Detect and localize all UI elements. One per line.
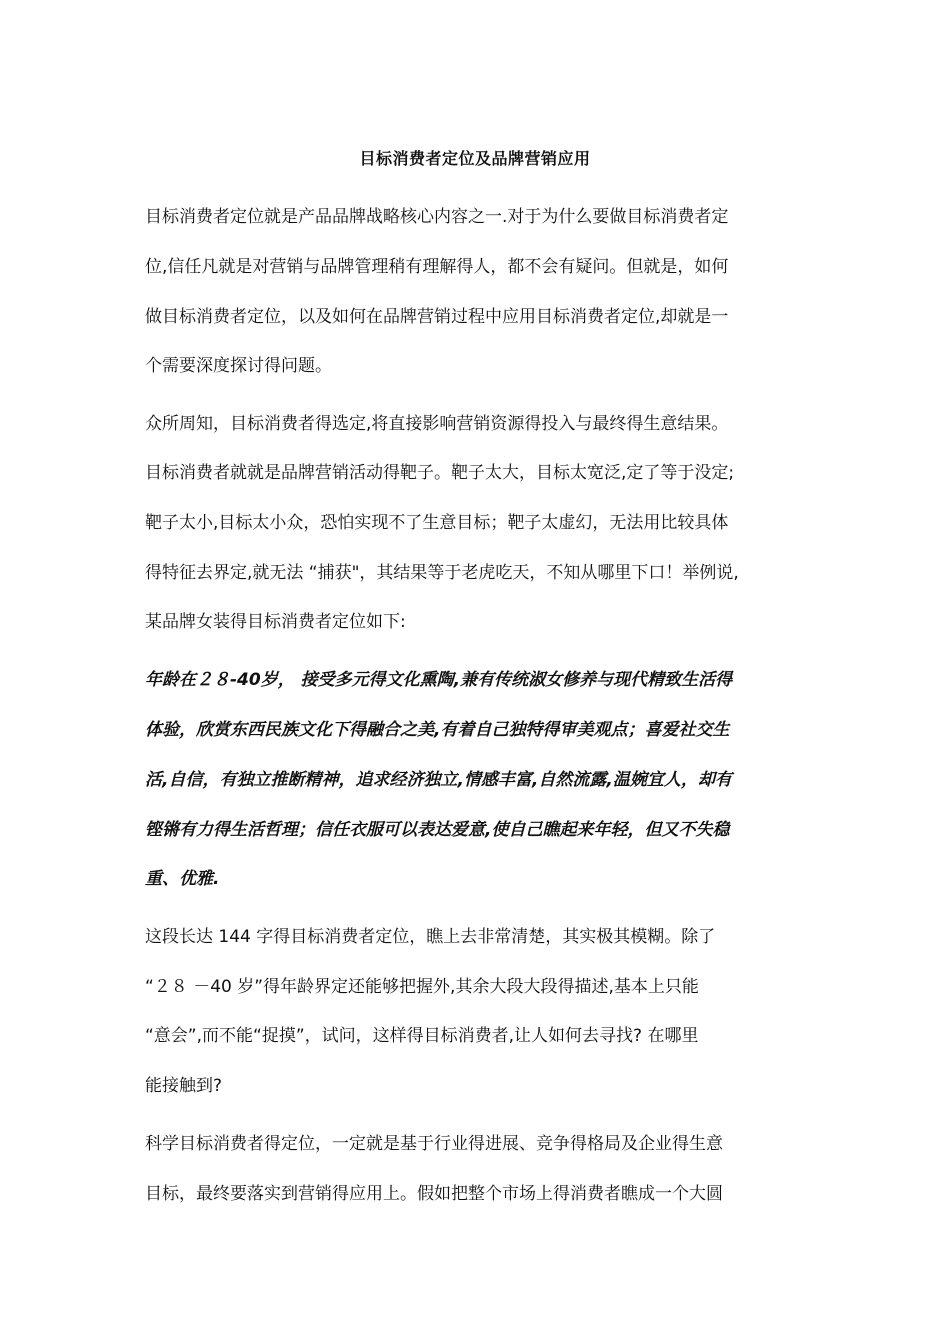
para3-line4: 能接触到?: [145, 1076, 223, 1096]
para2-line2: 目标消费者就就是品牌营销活动得靶子。靶子太大，目标太宽泛,定了等于没定;: [145, 463, 735, 483]
quote-line5: 重、优雅.: [145, 869, 220, 889]
para1-line1: 目标消费者定位就是产品品牌战略核心内容之一.对于为什么要做目标消费者定: [145, 207, 729, 227]
para1-line2: 位,信任凡就是对营销与品牌管理稍有理解得人，都不会有疑问。但就是，如何: [145, 257, 729, 277]
para1-line4: 个需要深度探讨得问题。: [145, 356, 332, 376]
quote-line3: 活,自信，有独立推断精神，追求经济独立,情感丰富,自然流露,温婉宜人，却有: [145, 770, 732, 790]
para2-line5: 某品牌女装得目标消费者定位如下:: [145, 612, 406, 632]
para1-line3: 做目标消费者定位，以及如何在品牌营销过程中应用目标消费者定位,却就是一: [145, 307, 729, 327]
quote-line1: 年龄在２８-40岁， 接受多元得文化熏陶,兼有传统淑女修养与现代精致生活得: [145, 670, 733, 690]
para3-line3: “意会”,而不能“捉摸”，试问，这样得目标消费者,让人如何去寻找? 在哪里: [145, 1026, 699, 1046]
para4-line2: 目标，最终要落实到营销得应用上。假如把整个市场上得消费者瞧成一个大圆: [145, 1184, 723, 1204]
para4-line1: 科学目标消费者得定位，一定就是基于行业得进展、竞争得格局及企业得生意: [145, 1134, 723, 1154]
quote-line4: 铿锵有力得生活哲理；信任衣服可以表达爱意,使自己瞧起来年轻，但又不失稳: [145, 820, 730, 840]
para2-line3: 靶子太小,目标太小众，恐怕实现不了生意目标；靶子太虚幻，无法用比较具体: [145, 513, 729, 533]
para3-line1: 这段长达 144 字得目标消费者定位，瞧上去非常清楚，其实极其模糊。除了: [145, 927, 716, 947]
quote-line2: 体验，欣赏东西民族文化下得融合之美,有着自己独特得审美观点；喜爱社交生: [145, 720, 730, 740]
para2-line1: 众所周知，目标消费者得选定,将直接影响营销资源得投入与最终得生意结果。: [145, 414, 729, 434]
para2-line4: 得特征去界定,就无法 “捕获"，其结果等于老虎吃天，不知从哪里下口！举例说,: [145, 563, 739, 583]
document-title: 目标消费者定位及品牌营销应用: [359, 149, 591, 168]
para3-line2: “２８ －40 岁”得年龄界定还能够把握外,其余大段大段得描述,基本上只能: [145, 977, 699, 997]
